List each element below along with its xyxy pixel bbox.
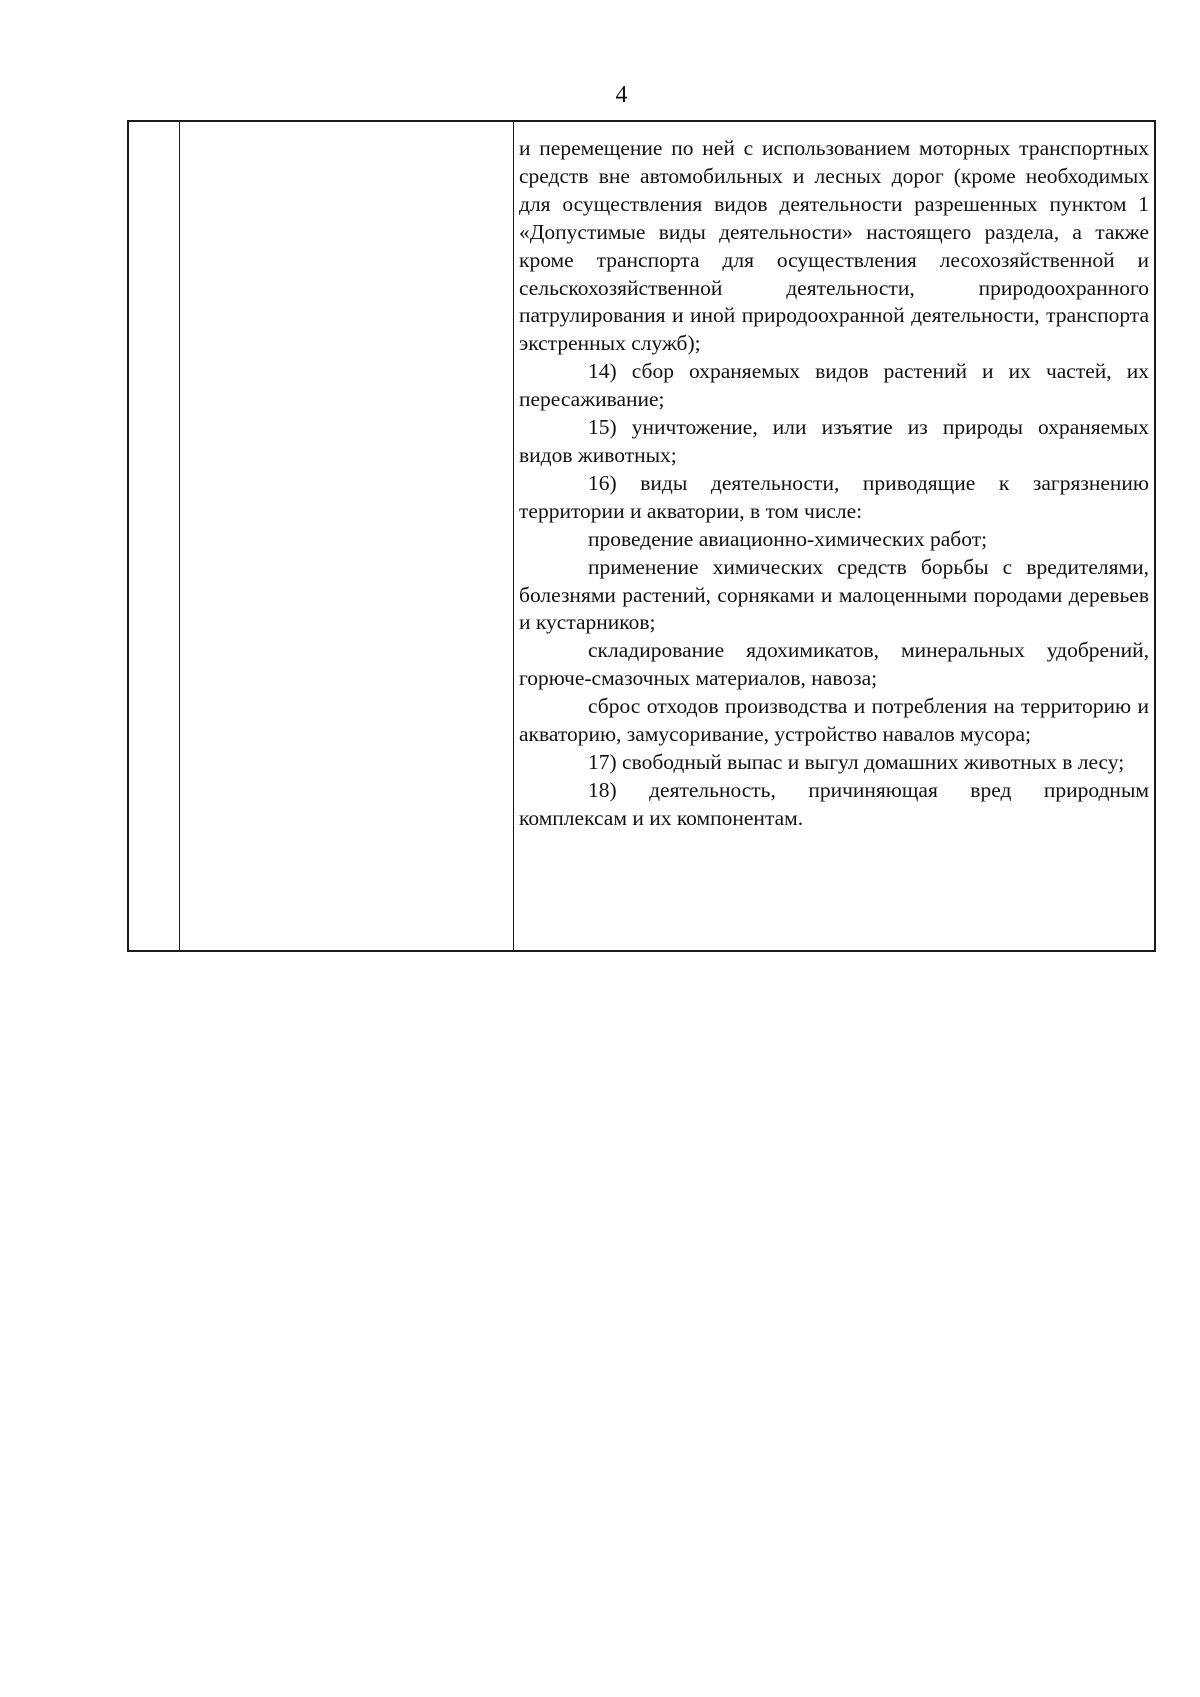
paragraph-item-17: 17) свободный выпас и выгул домашних животных в лесу; <box>588 749 1125 774</box>
page-number: 4 <box>615 82 628 108</box>
paragraph-sub-storage: складирование ядохимикатов, минеральных удобрений, горюче-смазочных материалов, навоза; <box>519 638 1149 691</box>
document-table <box>127 120 1156 952</box>
table-column-divider-1 <box>179 122 180 950</box>
paragraph-sub-chemicals: применение химических средств борьбы с вредителями, болезнями растений, сорняками и малоценными породами деревьев и кустарников; <box>519 554 1149 635</box>
paragraph-continuation: и перемещение по ней с использованием моторных транспортных средств вне автомобильных и лесных дорог (кроме необходимых для осуществления видов деятельности разрешенных пунктом 1 «Допустимые виды деятельности» настоящего раздела, а также кроме транспорта для осуществления лесохозяйственной и сельскохозяйственной деятельности, природоохранного патрулирования и иной природоохранной деятельности, транспорта экстренных служб); <box>519 136 1149 356</box>
table-cell-activities <box>519 135 1149 833</box>
paragraph-item-15: 15) уничтожение, или изъятие из природы охраняемых видов животных; <box>519 415 1149 467</box>
paragraph-item-18: 18) деятельность, причиняющая вред природным комплексам и их компонентам. <box>519 777 1149 830</box>
paragraph-item-14: 14) сбор охраняемых видов растений и их частей, их пересаживание; <box>519 359 1149 412</box>
table-column-divider-2 <box>513 122 514 950</box>
paragraph-sub-aviation: проведение авиационно-химических работ; <box>588 526 988 551</box>
paragraph-item-16: 16) виды деятельности, приводящие к загрязнению территории и акватории, в том числе: <box>519 470 1149 523</box>
paragraph-sub-waste: сброс отходов производства и потребления на территорию и акваторию, замусоривание, устройство навалов мусора; <box>519 694 1149 747</box>
